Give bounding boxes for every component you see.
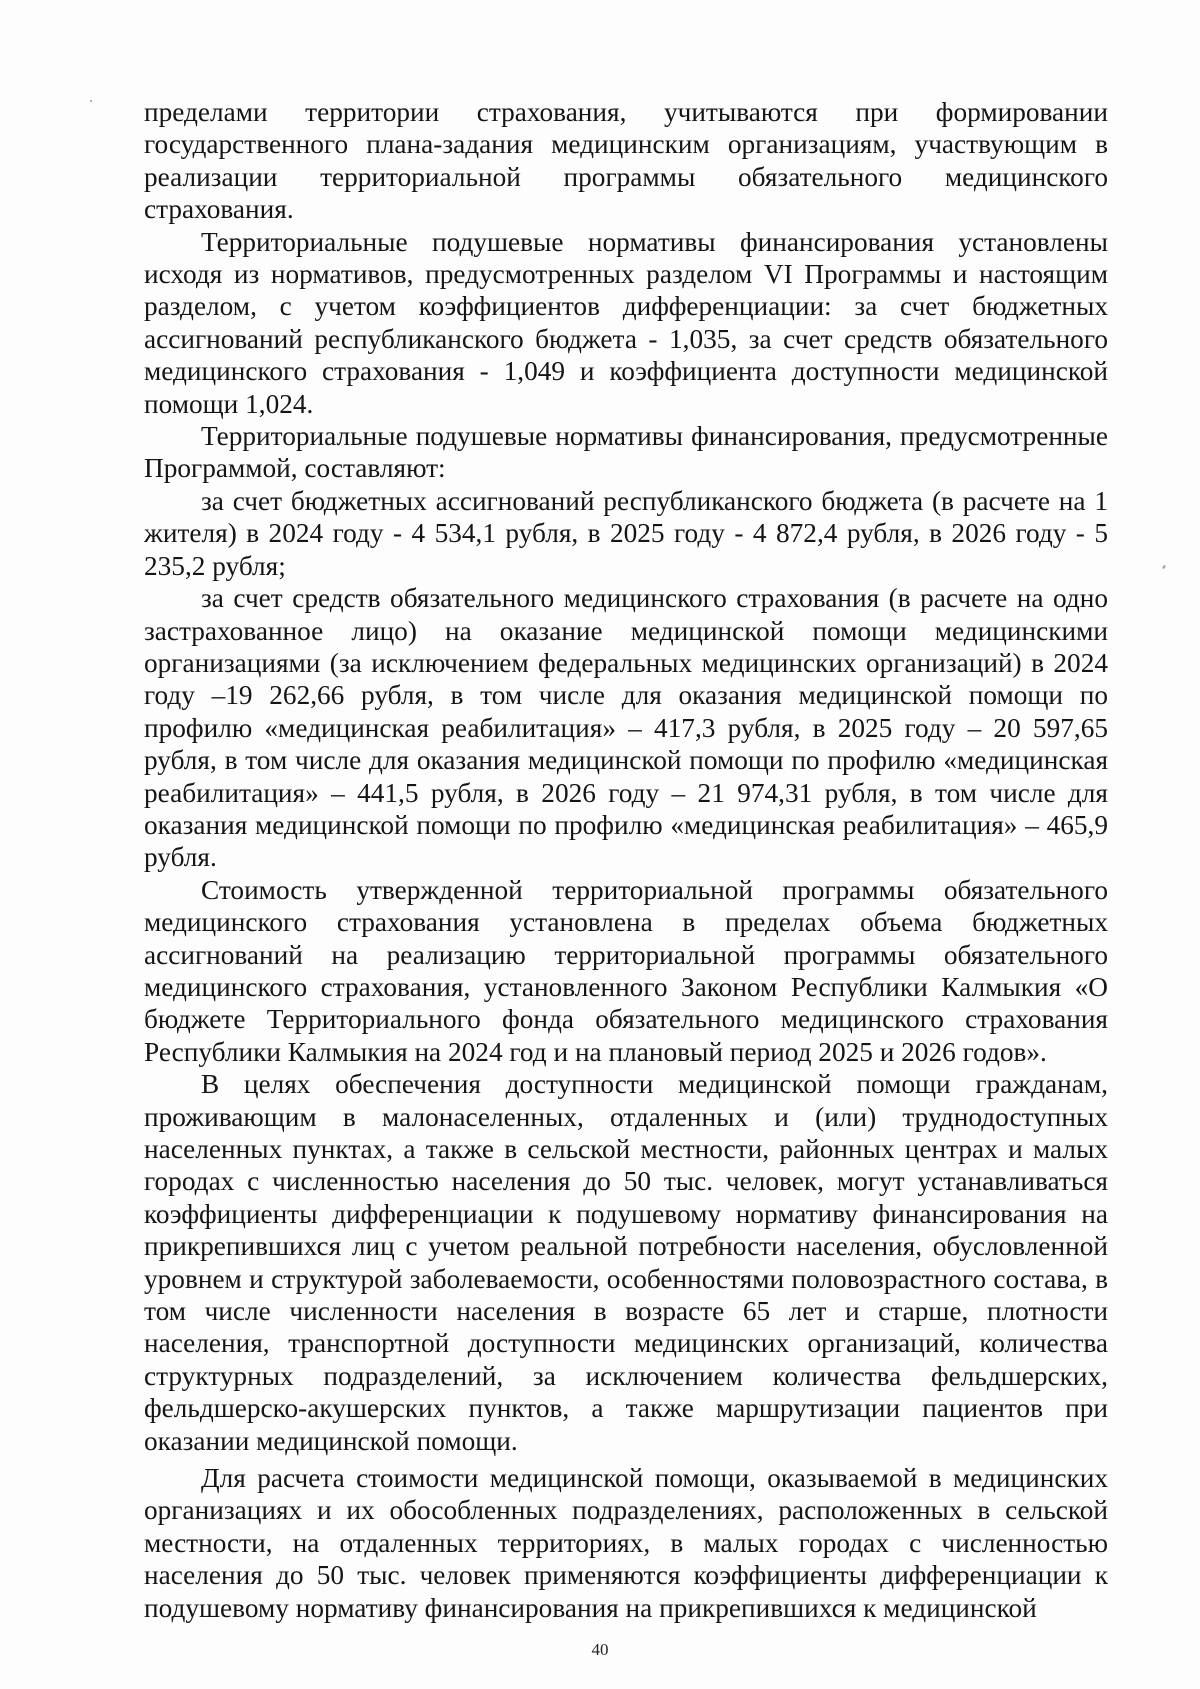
paragraph-standards-intro: Территориальные подушевые нормативы финансирования, предусмотренные Программой, составляют:	[144, 421, 1108, 484]
paragraph-per-capita-standards: Территориальные подушевые нормативы финансирования установлены исходя из нормативов, предусмотренных разделом VI Программы и настоящим разделом, с учетом коэффициентов дифференциации: за счет бюджетных ассигнований республиканского бюджета - 1,035, за счет средств обязательного медицинского страхования - 1,049 и коэффициента доступности медицинской помощи 1,024.	[144, 226, 1108, 419]
paragraph-budget-allocations: за счет бюджетных ассигнований республиканского бюджета (в расчете на 1 жителя) в 2024 году - 4 534,1 рубля, в 2025 году - 4 872,4 рубля, в 2026 году - 5 235,2 рубля;	[144, 485, 1108, 581]
paragraph-continuation: пределами территории страхования, учитываются при формировании государственного плана-задания медицинским организациям, участвующим в реализации территориальной программы обязательного медицинского страхования.	[144, 97, 1108, 225]
page-number: 40	[591, 1640, 609, 1659]
document-body	[144, 96, 1108, 1624]
scan-speck	[1162, 565, 1166, 569]
paragraph-rural-cost: Для расчета стоимости медицинской помощи, оказываемой в медицинских организациях и их обособленных подразделениях, расположенных в сельской местности, на отдаленных территориях, в малых городах с численностью населения до 50 тыс. человек применяются коэффициенты дифференциации к подушевому нормативу финансирования на прикрепившихся к медицинской	[144, 1463, 1108, 1623]
paragraph-insurance-funds: за счет средств обязательного медицинского страхования (в расчете на одно застрахованное лицо) на оказание медицинской помощи медицинскими организациями (за исключением федеральных медицинских организаций) в 2024 году –19 262,66 рубля, в том числе для оказания медицинской помощи по профилю «медицинская реабилитация» – 417,3 рубля, в 2025 году – 20 597,65 рубля, в том числе для оказания медицинской помощи по профилю «медицинская реабилитация» – 441,5 рубля, в 2026 году – 21 974,31 рубля, в том числе для оказания медицинской помощи по профилю «медицинская реабилитация» – 465,9 рубля.	[144, 583, 1108, 873]
scan-speck	[90, 100, 92, 102]
paragraph-program-cost: Стоимость утвержденной территориальной программы обязательного медицинского страхования установлена в пределах объема бюджетных ассигнований на реализацию территориальной программы обязательного медицинского страхования, установленного Законом Республики Калмыкия «О бюджете Территориального фонда обязательного медицинского страхования Республики Калмыкия на 2024 год и на плановый период 2025 и 2026 годов».	[144, 874, 1108, 1067]
paragraph-accessibility: В целях обеспечения доступности медицинской помощи гражданам, проживающим в малонаселенных, отдаленных и (или) труднодоступных населенных пунктах, а также в сельской местности, районных центрах и малых городах с численностью населения до 50 тыс. человек, могут устанавливаться коэффициенты дифференциации к подушевому нормативу финансирования на прикрепившихся лиц с учетом реальной потребности населения, обусловленной уровнем и структурой заболеваемости, особенностями половозрастного состава, в том числе численности населения в возрасте 65 лет и старше, плотности населения, транспортной доступности медицинских организаций, количества структурных подразделений, за исключением количества фельдшерских, фельдшерско-акушерских пунктов, а также маршрутизации пациентов при оказании медицинской помощи.	[144, 1069, 1108, 1456]
